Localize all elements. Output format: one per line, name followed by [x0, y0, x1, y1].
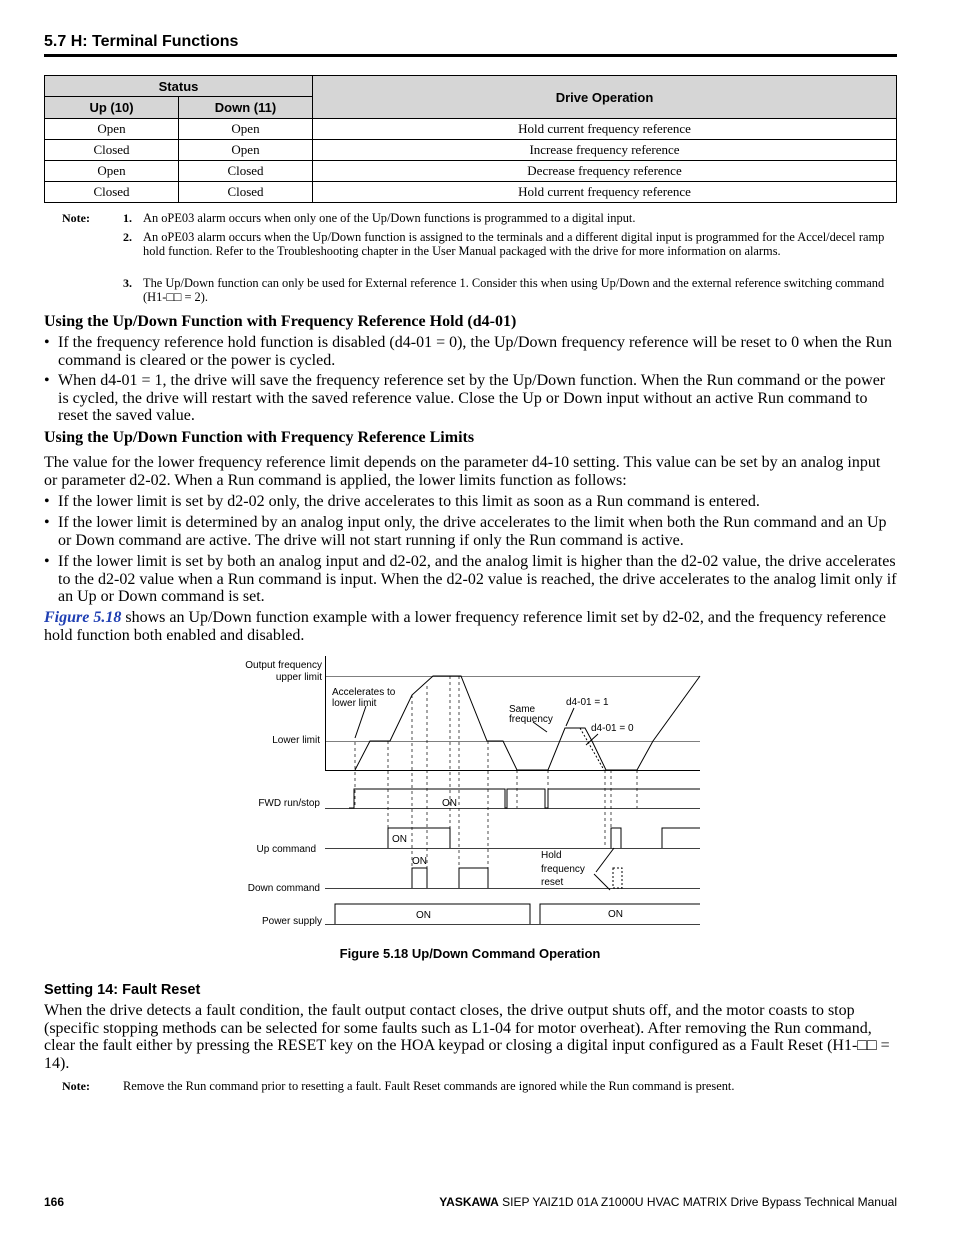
table-header-up: Up (10)	[45, 97, 179, 119]
footer-brand: YASKAWA	[439, 1195, 499, 1209]
fault-reset-note-label: Note:	[62, 1079, 90, 1093]
label-on-down: ON	[412, 856, 427, 867]
cell-operation: Increase frequency reference	[313, 140, 897, 161]
fault-reset-paragraph: When the drive detects a fault condition, the fault output contact closes, the drive output shuts off, and the motor coasts to stop (specific stopping methods can be selected for some faults such as L1-04 for motor overheat). After removing the Run command, clear the fault either by pressing the RESET key on the HOA keypad or closing a digital input configured as a Fault Reset (H1-□□ = 14).	[44, 1002, 890, 1072]
bullet-text: When d4-01 = 1, the drive will save the frequency reference set by the Up/Down function. When the Run command or the power is cycled, the drive will restart with the saved reference value. Close the Up or Down input without an active Run command to reset the saved value.	[58, 372, 886, 424]
up-down-timing-diagram	[230, 652, 710, 932]
cell-up: Open	[45, 119, 179, 140]
bullet-text: If the lower limit is determined by an analog input only, the drive accelerates to the limit when both the Run command and an Up or Down command are active. The drive will not start running if only the Run command is active.	[58, 514, 887, 549]
note-number-2: 2.	[123, 230, 132, 244]
annotation-frequency: frequency	[509, 714, 553, 725]
label-upper-limit: upper limit	[275, 672, 322, 683]
note-label: Note:	[62, 211, 90, 225]
bullet-item: • If the lower limit is set by d2-02 only, the drive accelerates to this limit as soon as a Run command is entered.	[44, 493, 897, 511]
table-row	[45, 140, 897, 161]
label-up-command: Up command	[256, 844, 316, 855]
footer-manual-name: SIEP YAIZ1D 01A Z1000U HVAC MATRIX Drive Bypass Technical Manual	[498, 1195, 897, 1209]
annotation-hold-frequency: frequency	[541, 864, 585, 875]
label-fwd-run-stop: FWD run/stop	[258, 798, 320, 809]
cell-down: Closed	[179, 161, 313, 182]
figure-reference-paragraph	[44, 609, 897, 644]
note-number-1: 1.	[123, 211, 132, 225]
label-on-up: ON	[392, 834, 407, 845]
label-on-power-1: ON	[416, 910, 431, 921]
heading-fault-reset: Setting 14: Fault Reset	[44, 982, 201, 998]
label-on-power-2: ON	[608, 909, 623, 920]
up-down-status-table	[44, 75, 897, 203]
table-header-status: Status	[45, 76, 313, 97]
label-lower-limit: Lower limit	[272, 735, 320, 746]
page-section-title: 5.7 H: Terminal Functions	[44, 33, 239, 50]
figure-caption: Figure 5.18 Up/Down Command Operation	[339, 946, 601, 961]
table-header-drive-operation: Drive Operation	[313, 76, 897, 119]
table-row	[45, 182, 897, 203]
bullet-item: • If the lower limit is determined by an analog input only, the drive accelerates to the limit when both the Run command and an Up or Down command are active. The drive will not start running if only the Run command is active.	[44, 514, 897, 549]
fault-reset-note-text: Remove the Run command prior to resetting a fault. Fault Reset commands are ignored while the Run command is present.	[123, 1079, 735, 1093]
table-row	[45, 119, 897, 140]
figure-5-18-link[interactable]: Figure 5.18	[44, 609, 122, 626]
bullet-item: • If the lower limit is set by both an analog input and d2-02, and the analog limit is higher than the d2-02 value, the drive accelerates to the d2-02 value when a Run command is input. When the d2-02 value is reached, the drive accelerates to the analog limit only if an Up or Down command is set.	[44, 553, 897, 605]
section-title-rule	[44, 54, 897, 57]
cell-operation: Hold current frequency reference	[313, 119, 897, 140]
annotation-d4-01-0: d4-01 = 0	[591, 723, 634, 734]
annotation-lower-limit: lower limit	[332, 698, 377, 709]
label-power-supply: Power supply	[261, 916, 322, 927]
bullet-text: If the lower limit is set by both an analog input and d2-02, and the analog limit is higher than the d2-02 value, the drive accelerates to the d2-02 value when a Run command is input. When the d2-02 value is reached, the drive accelerates to the analog limit only if an Up or Down command is set.	[58, 553, 897, 605]
table-header-down: Down (11)	[179, 97, 313, 119]
cell-operation: Hold current frequency reference	[313, 182, 897, 203]
annotation-hold: Hold	[541, 850, 562, 861]
cell-down: Open	[179, 140, 313, 161]
cell-down: Closed	[179, 182, 313, 203]
cell-operation: Decrease frequency reference	[313, 161, 897, 182]
label-on-fwd: ON	[442, 798, 457, 809]
bullet-item: • When d4-01 = 1, the drive will save the frequency reference set by the Up/Down function. When the Run command or the power is cycled, the drive will restart with the saved reference value. Close the Up or Down input without an active Run command to reset the saved value.	[44, 372, 897, 425]
page-number: 166	[44, 1195, 65, 1209]
footer-manual-title	[439, 1195, 897, 1209]
annotation-d4-01-1: d4-01 = 1	[566, 697, 609, 708]
cell-down: Open	[179, 119, 313, 140]
bullet-item: • If the frequency reference hold function is disabled (d4-01 = 0), the Up/Down frequency reference will be reset to 0 when the Run command is cleared or the power is cycled.	[44, 334, 897, 369]
note-text-3: The Up/Down function can only be used for External reference 1. Consider this when using Up/Down and the external reference switching command (H1-□□ = 2).	[143, 276, 885, 304]
limits-intro-paragraph: The value for the lower frequency reference limit depends on the parameter d4-10 setting. This value can be set by an analog input or parameter d2-02. When a Run command is applied, the lower limits function as follows:	[44, 454, 881, 489]
label-output-frequency: Output frequency	[245, 660, 322, 671]
heading-hold-function: Using the Up/Down Function with Frequency Reference Hold (d4-01)	[44, 313, 517, 330]
bullet-text: If the lower limit is set by d2-02 only, the drive accelerates to this limit as soon as a Run command is entered.	[58, 493, 760, 510]
annotation-reset: reset	[541, 877, 564, 888]
note-number-3: 3.	[123, 276, 132, 290]
bullet-text: If the frequency reference hold function is disabled (d4-01 = 0), the Up/Down frequency reference will be reset to 0 when the Run command is cleared or the power is cycled.	[58, 334, 893, 369]
heading-limits-function: Using the Up/Down Function with Frequency Reference Limits	[44, 429, 475, 446]
table-row	[45, 161, 897, 182]
note-text-1: An oPE03 alarm occurs when only one of the Up/Down functions is programmed to a digital input.	[143, 211, 636, 225]
figure-reference-text: shows an Up/Down function example with a lower frequency reference limit set by d2-02, and the frequency reference hold function both enabled and disabled.	[44, 609, 886, 644]
cell-up: Closed	[45, 182, 179, 203]
label-down-command: Down command	[247, 883, 320, 894]
cell-up: Closed	[45, 140, 179, 161]
cell-up: Open	[45, 161, 179, 182]
note-text-2: An oPE03 alarm occurs when the Up/Down function is assigned to the terminals and a different digital input is programmed for the Accel/decel ramp hold function. Refer to the Troubleshooting chapter in the User Manual packaged with the drive for more information on alarms.	[143, 230, 885, 258]
annotation-accelerates: Accelerates to	[332, 687, 396, 698]
annotation-same: Same	[509, 704, 536, 715]
